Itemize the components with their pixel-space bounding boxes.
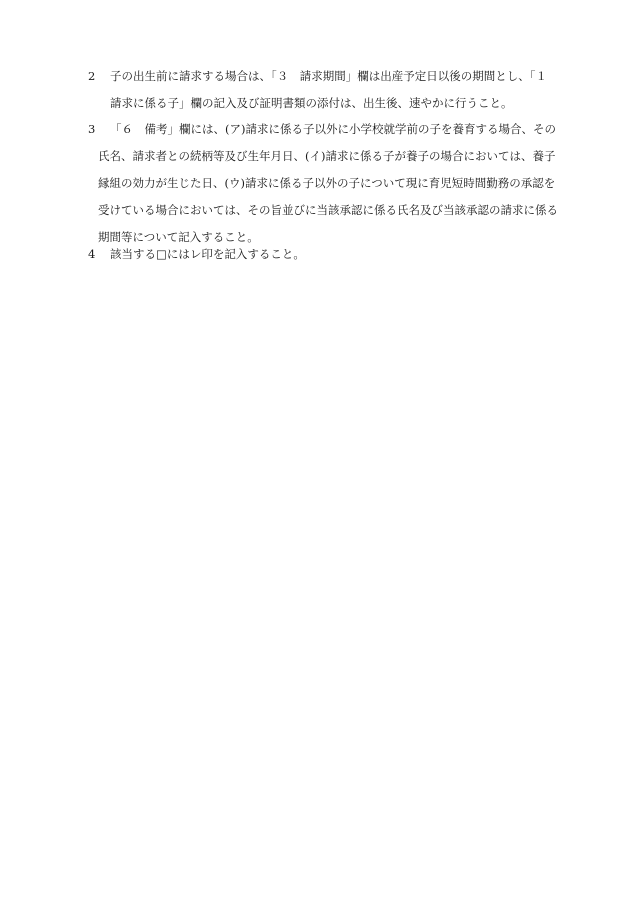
- note-text-line: 「６ 備考」欄には、(ア)請求に係る子以外に小学校就学前の子を養育する場合、その: [110, 122, 556, 136]
- note-text-line: 受けている場合においては、その旨並びに当該承認に係る氏名及び当該承認の請求に係る: [98, 203, 558, 217]
- note-text-line: 縁組の効力が生じた日、(ウ)請求に係る子以外の子について現に育児短時間勤務の承認を: [98, 176, 556, 190]
- note-text-line: 期間等について記入すること。: [98, 230, 259, 244]
- note-number: 3: [88, 122, 96, 136]
- note-text-line: 氏名、請求者との続柄等及び生年月日、(イ)請求に係る子が養子の場合においては、養子: [98, 149, 556, 163]
- note-text-line: 該当する□にはレ印を記入すること。: [110, 247, 305, 261]
- note-text-line: 子の出生前に請求する場合は、「３ 請求期間」欄は出産予定日以後の期間とし、「１: [110, 69, 547, 83]
- note-number: 4: [88, 247, 96, 261]
- note-text-line: 請求に係る子」欄の記入及び証明書類の添付は、出生後、速やかに行うこと。: [110, 96, 513, 110]
- note-number: 2: [88, 69, 96, 83]
